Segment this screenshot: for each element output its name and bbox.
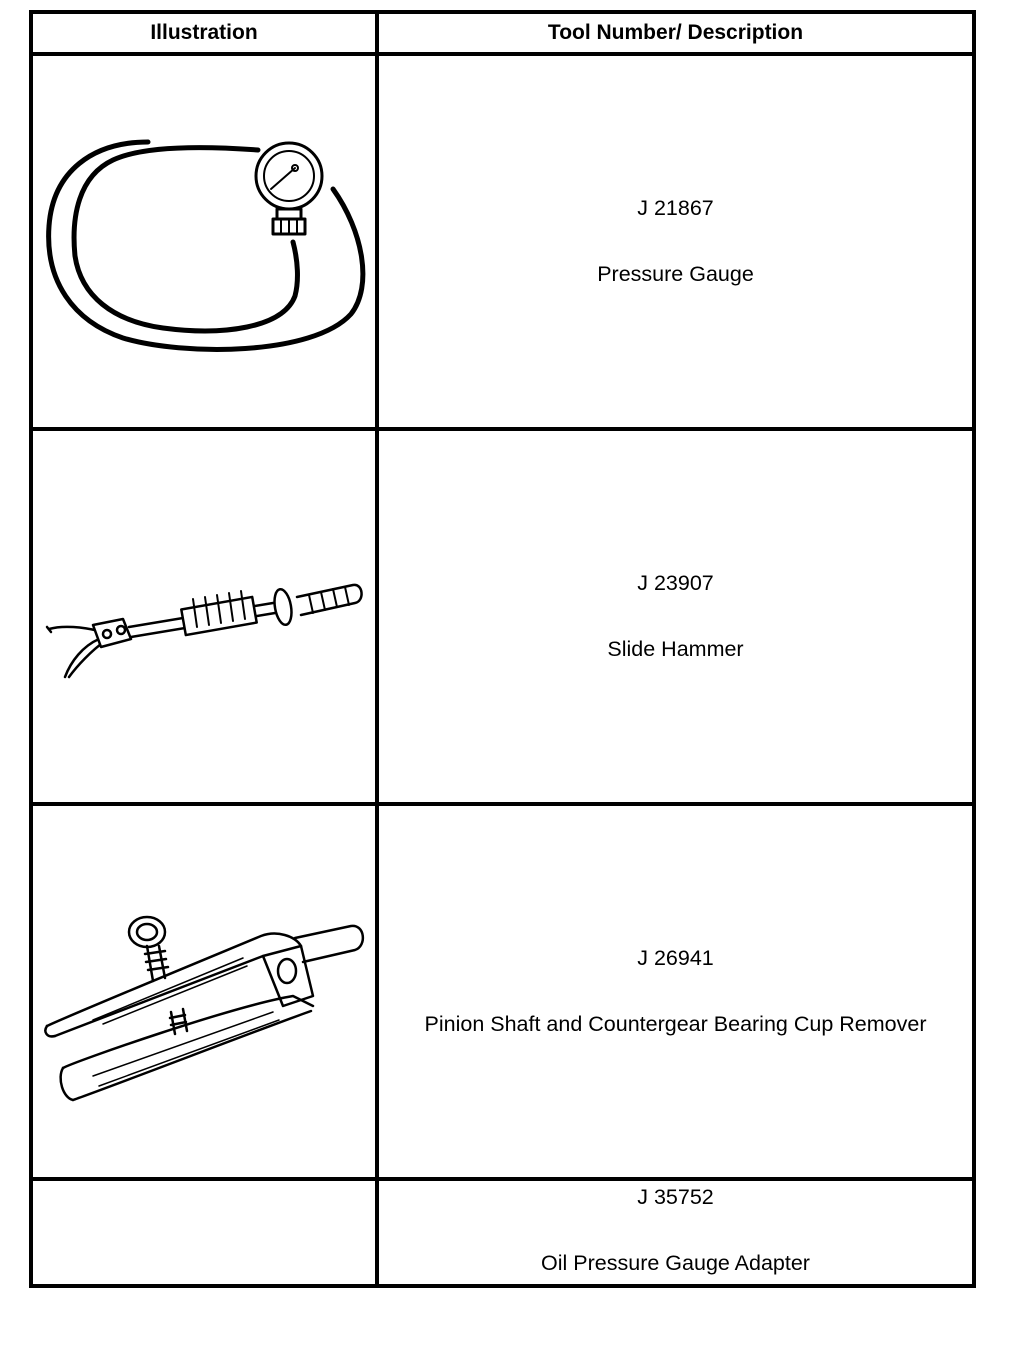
- table-row: [31, 429, 974, 804]
- tool-name: Oil Pressure Gauge Adapter: [541, 1251, 810, 1275]
- bearing-cup-remover-icon: [33, 806, 375, 1177]
- special-tools-table: [29, 10, 976, 1288]
- table-row: [31, 1179, 974, 1286]
- slide-hammer-icon: [33, 431, 375, 802]
- table-row: [31, 54, 974, 429]
- illustration-cell: [31, 429, 377, 804]
- illustration-cell: [31, 54, 377, 429]
- illustration-cell: [31, 1179, 377, 1286]
- tool-name: Slide Hammer: [607, 637, 744, 661]
- table-row: [31, 804, 974, 1179]
- description-cell: [377, 1179, 974, 1286]
- description-cell: [377, 804, 974, 1179]
- header-row: [31, 12, 974, 54]
- description-cell: [377, 429, 974, 804]
- tool-number: J 35752: [637, 1185, 714, 1209]
- tool-number: J 26941: [637, 946, 714, 970]
- description-cell: [377, 54, 974, 429]
- tool-name: Pinion Shaft and Countergear Bearing Cup Remover: [424, 1012, 927, 1036]
- pressure-gauge-icon: [33, 56, 375, 427]
- illustration-cell: [31, 804, 377, 1179]
- tool-number: J 21867: [637, 196, 714, 220]
- header-tool-description: Tool Number/ Description: [377, 12, 974, 54]
- tool-number: J 23907: [637, 571, 714, 595]
- header-illustration: Illustration: [31, 12, 377, 54]
- tool-name: Pressure Gauge: [597, 262, 754, 286]
